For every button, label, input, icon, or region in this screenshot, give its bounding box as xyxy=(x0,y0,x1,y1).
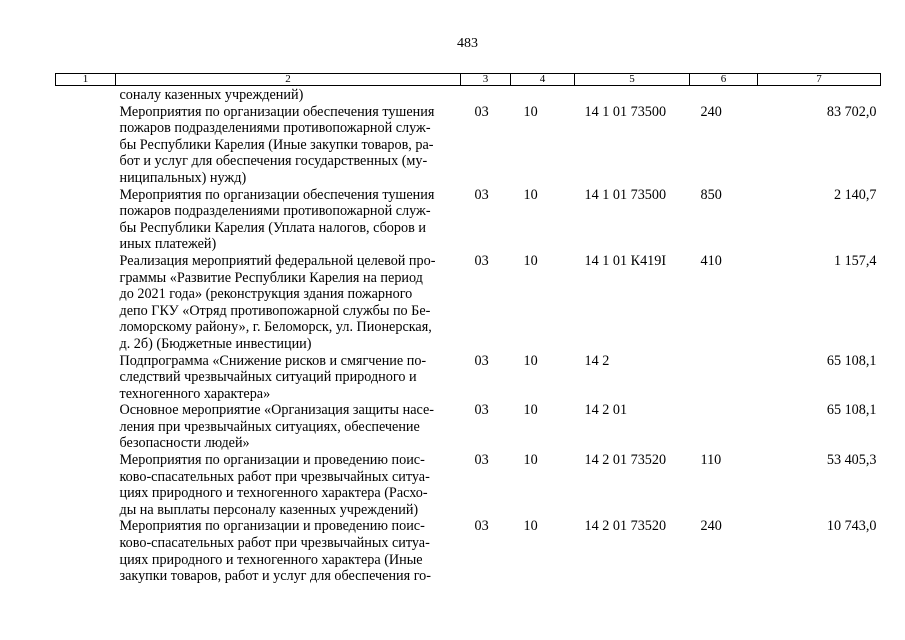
cell-subsection xyxy=(511,86,575,104)
cell-expense-type xyxy=(690,353,758,403)
cell-subsection: 10 xyxy=(523,452,538,469)
table-row xyxy=(56,253,881,353)
cell-expense-type: 410 xyxy=(700,252,722,269)
description-line: Мероприятия по организации обеспечения тушения xyxy=(119,186,435,203)
cell-amount: 10 743,0 xyxy=(826,518,877,535)
cell-empty xyxy=(56,452,116,518)
cell-subsection: 10 xyxy=(523,402,538,419)
page-number: 483 xyxy=(457,36,478,51)
cell-expense-type xyxy=(690,402,758,452)
description-line: Основное мероприятие «Организация защиты насе- xyxy=(119,402,435,419)
cell-amount: 65 108,1 xyxy=(826,402,877,419)
cell-target-article: 14 2 01 xyxy=(584,402,628,419)
description-line: циях природного и техногенного характера (Иные xyxy=(119,551,423,568)
description-line: Подпрограмма «Снижение рисков и смягчение по- xyxy=(119,352,427,369)
column-header-4: 4 xyxy=(511,74,575,86)
cell-target-article: 14 2 01 73520 xyxy=(584,452,667,469)
table-row xyxy=(56,104,881,187)
cell-section: 03 xyxy=(474,352,489,369)
description-line: безопасности людей» xyxy=(119,435,250,452)
table-header xyxy=(56,74,881,86)
description-line: ково-спасательных работ при чрезвычайных ситуа- xyxy=(119,468,430,485)
cell-section: 03 xyxy=(474,518,489,535)
description-line: ково-спасательных работ при чрезвычайных ситуа- xyxy=(119,535,430,552)
description-line: пожаров подразделениями противопожарной служ- xyxy=(119,203,431,220)
cell-subsection: 10 xyxy=(523,103,538,120)
cell-empty xyxy=(56,86,116,104)
description-line: циях природного и техногенного характера (Расхо- xyxy=(119,485,428,502)
cell-expense-type: 240 xyxy=(700,518,722,535)
cell-subsection: 10 xyxy=(523,186,538,203)
column-header-5: 5 xyxy=(575,74,690,86)
column-number-row xyxy=(56,74,881,86)
table-row xyxy=(56,452,881,518)
cell-expense-type: 110 xyxy=(700,452,722,469)
cell-empty xyxy=(56,402,116,452)
description-line: следствий чрезвычайных ситуаций природного и xyxy=(119,369,417,386)
cell-amount: 65 108,1 xyxy=(826,352,877,369)
description-line: депо ГКУ «Отряд противопожарной службы по Бе- xyxy=(119,302,431,319)
cell-description xyxy=(116,518,461,584)
description-line: ниципальных) нужд) xyxy=(119,169,247,186)
cell-empty xyxy=(56,518,116,584)
description-line: бы Республики Карелия (Иные закупки товаров, ра- xyxy=(119,136,434,153)
table-body xyxy=(56,86,881,585)
cell-amount: 83 702,0 xyxy=(826,103,877,120)
table-row xyxy=(56,86,881,104)
table-row xyxy=(56,187,881,253)
cell-section: 03 xyxy=(474,402,489,419)
description-line: д. 2б) (Бюджетные инвестиции) xyxy=(119,335,312,352)
column-header-6: 6 xyxy=(690,74,758,86)
cell-target-article: 14 1 01 К419I xyxy=(584,252,667,269)
cell-description xyxy=(116,104,461,187)
cell-empty xyxy=(56,187,116,253)
table-row xyxy=(56,402,881,452)
table-row xyxy=(56,518,881,584)
budget-table xyxy=(55,73,881,585)
cell-amount: 2 140,7 xyxy=(833,186,877,203)
cell-section xyxy=(461,86,511,104)
cell-target-article: 14 1 01 73500 xyxy=(584,103,667,120)
cell-expense-type: 240 xyxy=(700,103,722,120)
cell-section: 03 xyxy=(474,103,489,120)
cell-target-article: 14 2 xyxy=(584,352,610,369)
column-header-3: 3 xyxy=(461,74,511,86)
column-header-2: 2 xyxy=(116,74,461,86)
cell-description xyxy=(116,253,461,353)
cell-amount xyxy=(758,86,881,104)
cell-amount: 53 405,3 xyxy=(826,452,877,469)
cell-empty xyxy=(56,253,116,353)
description-line: бы Республики Карелия (Уплата налогов, сборов и xyxy=(119,219,426,236)
cell-target-article: 14 2 01 73520 xyxy=(584,518,667,535)
description-line: ления при чрезвычайных ситуациях, обеспечение xyxy=(119,418,420,435)
cell-section: 03 xyxy=(474,252,489,269)
description-line: Мероприятия по организации и проведению поис- xyxy=(119,518,425,535)
cell-description xyxy=(116,402,461,452)
description-line: ды на выплаты персоналу казенных учреждений) xyxy=(119,501,419,518)
cell-expense-type: 850 xyxy=(700,186,722,203)
cell-empty xyxy=(56,353,116,403)
description-line: пожаров подразделениями противопожарной служ- xyxy=(119,120,431,137)
description-line: закупки товаров, работ и услуг для обеспечения го- xyxy=(119,568,431,585)
cell-target-article: 14 1 01 73500 xyxy=(584,186,667,203)
description-line: ломорскому району», г. Беломорск, ул. Пионерская, xyxy=(119,319,432,336)
cell-description xyxy=(116,353,461,403)
cell-description xyxy=(116,86,461,104)
cell-description xyxy=(116,187,461,253)
column-header-7: 7 xyxy=(758,74,881,86)
description-line: Мероприятия по организации и проведению поис- xyxy=(119,452,425,469)
cell-section: 03 xyxy=(474,452,489,469)
description-line: бот и услуг для обеспечения государственных (му- xyxy=(119,153,428,170)
table-row xyxy=(56,353,881,403)
description-line: до 2021 года» (реконструкция здания пожарного xyxy=(119,286,413,303)
cell-subsection: 10 xyxy=(523,352,538,369)
description-line: Реализация мероприятий федеральной целевой про- xyxy=(119,252,436,269)
cell-empty xyxy=(56,104,116,187)
cell-expense-type xyxy=(690,86,758,104)
cell-subsection: 10 xyxy=(523,252,538,269)
cell-subsection: 10 xyxy=(523,518,538,535)
cell-amount: 1 157,4 xyxy=(833,252,877,269)
description-line: техногенного характера» xyxy=(119,385,271,402)
cell-section: 03 xyxy=(474,186,489,203)
cell-target-article xyxy=(575,86,690,104)
description-line: иных платежей) xyxy=(119,236,217,253)
description-line: Мероприятия по организации обеспечения тушения xyxy=(119,103,435,120)
description-line: соналу казенных учреждений) xyxy=(119,87,304,103)
description-line: граммы «Развитие Республики Карелия на период xyxy=(119,269,423,286)
cell-description xyxy=(116,452,461,518)
column-header-1: 1 xyxy=(56,74,116,86)
